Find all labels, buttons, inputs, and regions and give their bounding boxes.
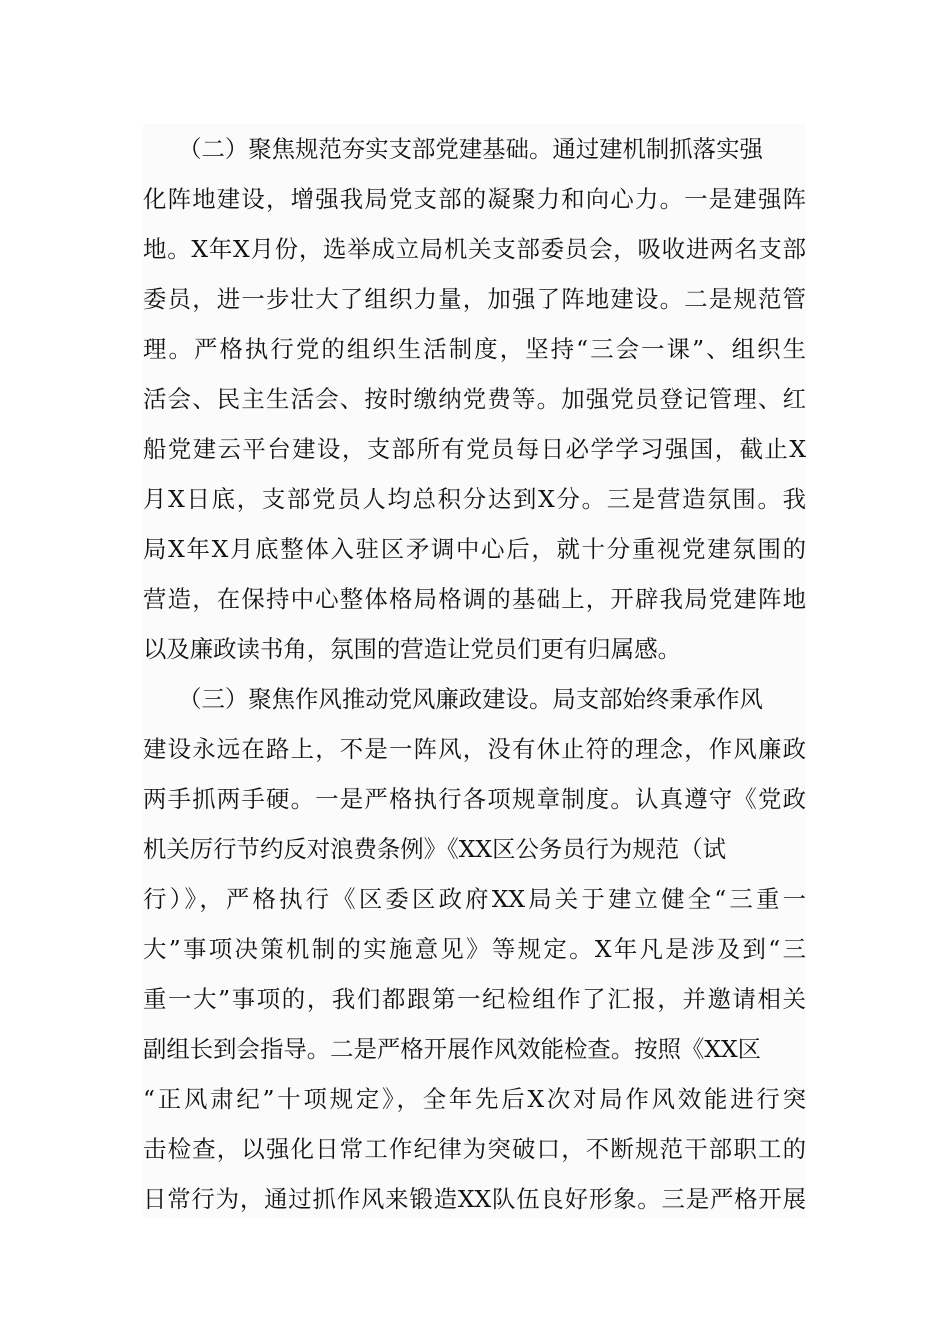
paragraph-line: 副组长到会指导。二是严格开展作风效能检查。按照《XX区 (143, 1035, 762, 1063)
paragraph-line: 大”事项决策机制的实施意见》等规定。X年凡是涉及到“三 (143, 935, 806, 963)
paragraph-line: 化阵地建设，增强我局党支部的凝聚力和向心力。一是建强阵 (143, 185, 806, 213)
paragraph-line: 击检查，以强化日常工作纪律为突破口，不断规范干部职工的 (143, 1135, 806, 1163)
paragraph-line: 建设永远在路上，不是一阵风，没有休止符的理念，作风廉政 (143, 735, 806, 763)
paragraph-line: 船党建云平台建设，支部所有党员每日必学学习强国，截止X (143, 435, 806, 463)
paragraph-line: 日常行为，通过抓作风来锻造XX队伍良好形象。三是严格开展 (143, 1185, 806, 1213)
paragraph-line: （三）聚焦作风推动党风廉政建设。局支部始终秉承作风 (143, 685, 763, 713)
document-text-block (143, 124, 806, 1218)
paragraph-line: 活会、民主生活会、按时缴纳党费等。加强党员登记管理、红 (143, 385, 806, 413)
paragraph-line: 月X日底，支部党员人均总积分达到X分。三是营造氛围。我 (143, 485, 806, 513)
paragraph-line: 以及廉政读书角，氛围的营造让党员们更有归属感。 (143, 635, 681, 663)
paragraph-line: 行）》，严格执行《区委区政府XX局关于建立健全“三重一 (143, 885, 806, 913)
paragraph-line: 理。严格执行党的组织生活制度，坚持“三会一课”、组织生 (143, 335, 806, 363)
paragraph-line: （二）聚焦规范夯实支部党建基础。通过建机制抓落实强 (143, 135, 763, 163)
paragraph-line: “正风肃纪”十项规定》，全年先后X次对局作风效能进行突 (143, 1085, 806, 1113)
paragraph-line: 机关厉行节约反对浪费条例》《XX区公务员行为规范（试 (143, 835, 726, 863)
paragraph-line: 局X年X月底整体入驻区矛调中心后，就十分重视党建氛围的 (143, 535, 806, 563)
paragraph-line: 地。X年X月份，选举成立局机关支部委员会，吸收进两名支部 (143, 235, 806, 263)
paragraph-line: 委员，进一步壮大了组织力量，加强了阵地建设。二是规范管 (143, 285, 806, 313)
paragraph-line: 营造，在保持中心整体格局格调的基础上，开辟我局党建阵地 (143, 585, 806, 613)
paragraph-line: 两手抓两手硬。一是严格执行各项规章制度。认真遵守《党政 (143, 785, 806, 813)
paragraph-line: 重一大”事项的，我们都跟第一纪检组作了汇报，并邀请相关 (143, 985, 806, 1013)
